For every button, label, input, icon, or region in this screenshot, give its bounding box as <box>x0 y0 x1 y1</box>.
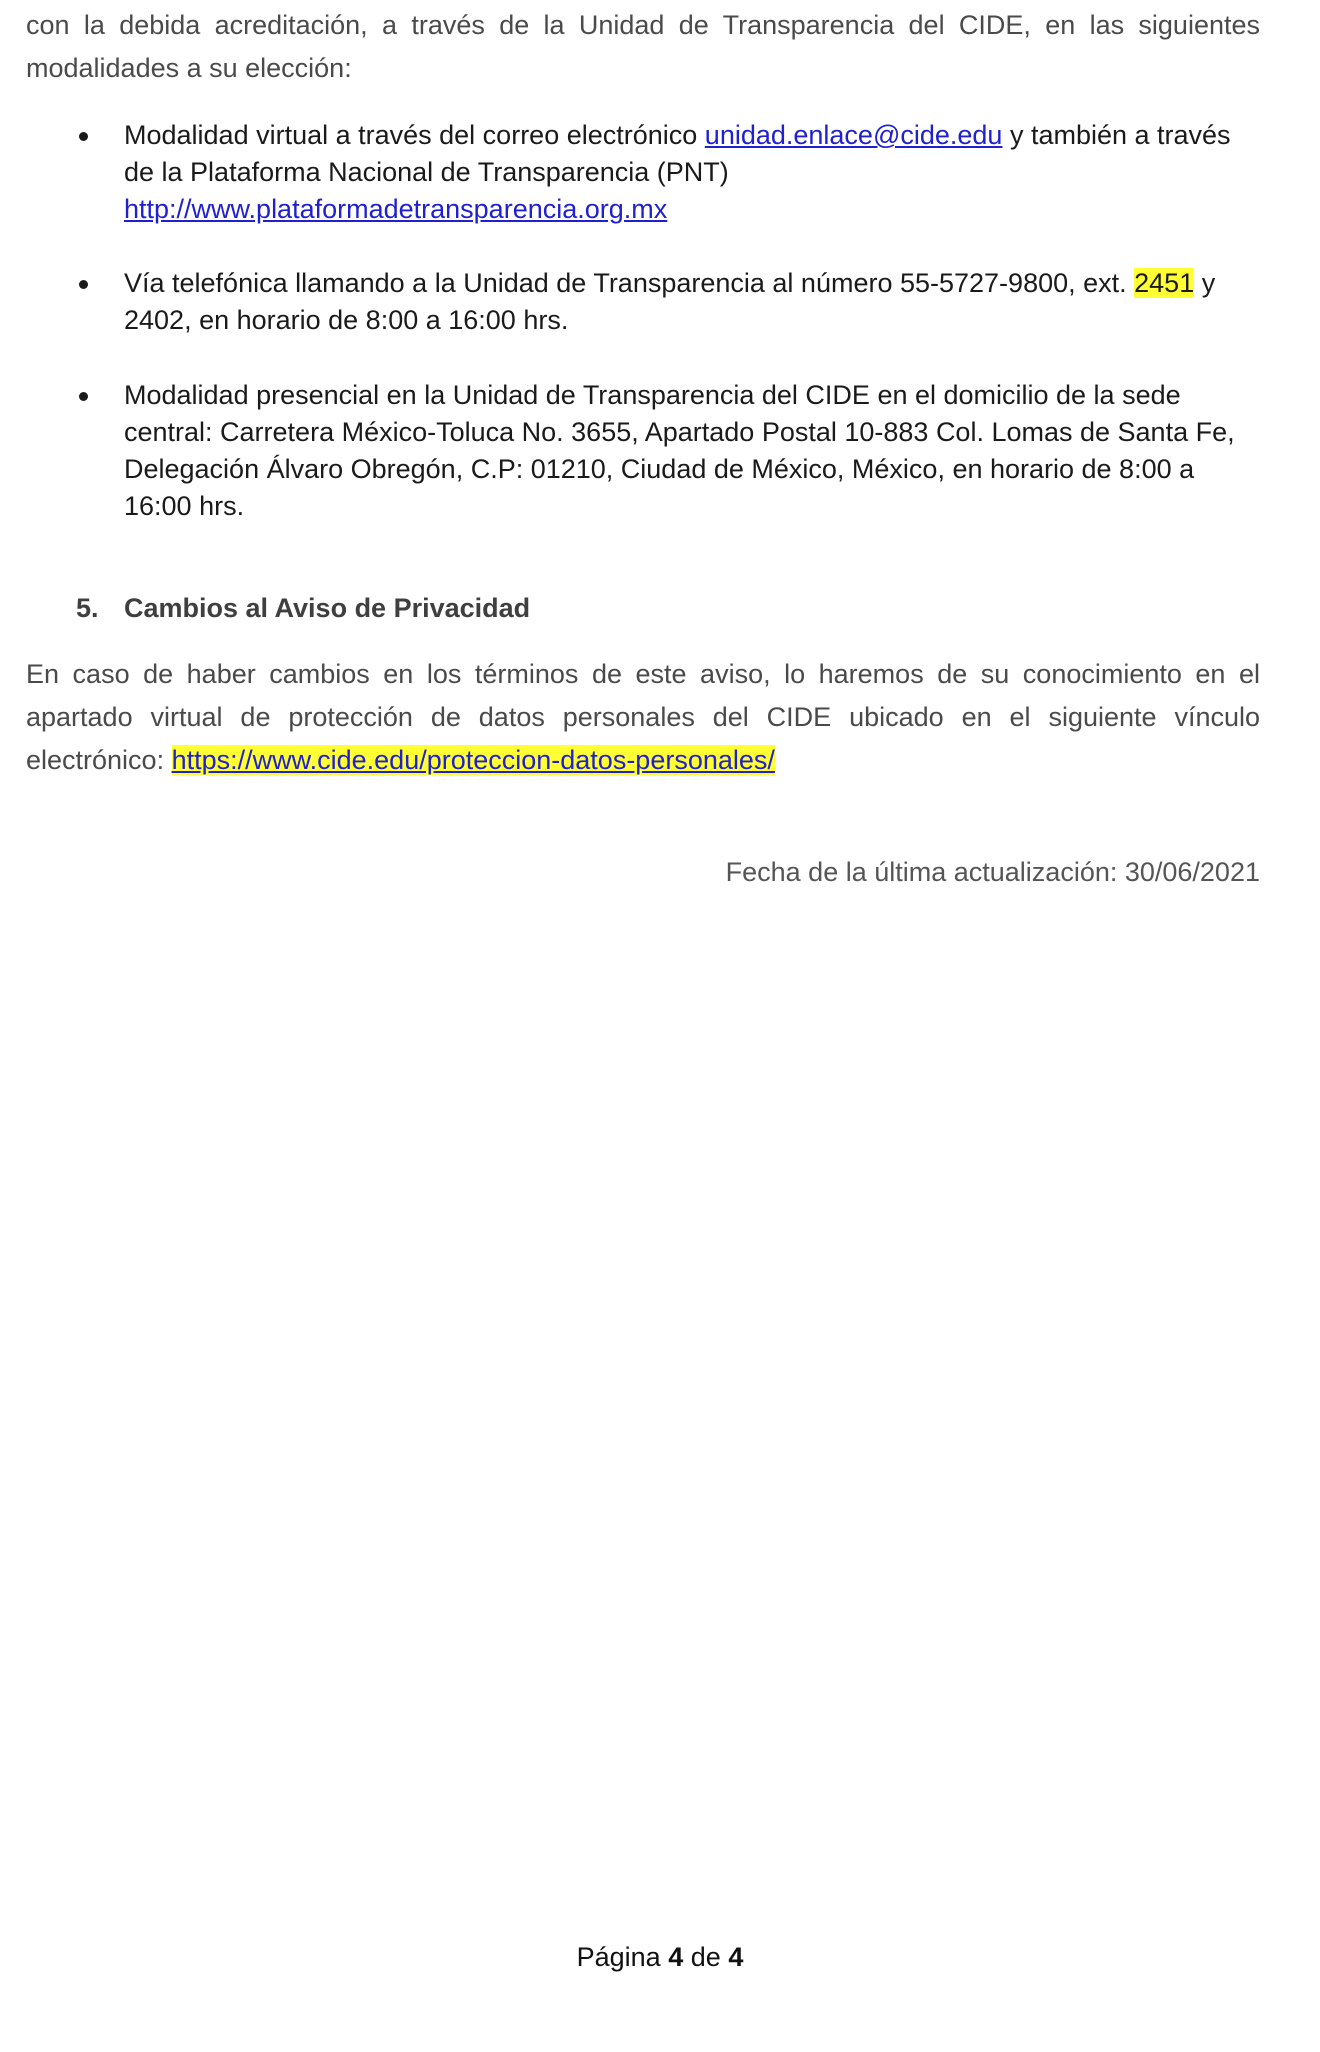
total-pages-number: 4 <box>728 1942 744 1972</box>
bullet-text: y también a través de la Plataforma Nacional de Transparencia (PNT) <box>124 120 1231 187</box>
list-item-in-person <box>124 377 1260 525</box>
section-title: Cambios al Aviso de Privacidad <box>124 593 531 623</box>
list-item-virtual <box>124 117 1260 228</box>
section-number: 5. <box>76 593 99 623</box>
bullet-dot-icon <box>79 280 88 289</box>
bullet-dot-icon <box>79 392 88 401</box>
bullet-text: Vía telefónica llamando a la Unidad de Transparencia al número 55-5727-9800, ext. <box>124 268 1135 298</box>
section-heading <box>76 588 530 628</box>
highlighted-extension: 2451 <box>1134 268 1195 298</box>
bullet-text: Modalidad presencial en la Unidad de Transparencia del CIDE en el domicilio de la sede central: Carretera México-Toluca No. 3655, Apartado Postal 10-883 Col. Lomas de Santa Fe, Delegación Álvaro Obregón, C.P: 01210, Ciudad de México, México, en horario de 8:00 a 16:00 hrs. <box>124 380 1235 521</box>
current-page-number: 4 <box>668 1942 684 1972</box>
intro-paragraph <box>26 4 1260 90</box>
intro-line-1: con la debida acreditación, a través de la Unidad de Transparencia del CIDE, en las siguientes <box>26 10 1260 40</box>
bullet-text: Modalidad virtual a través del correo electrónico <box>124 120 705 150</box>
changes-text: En caso de haber cambios en los términos de este aviso, lo haremos de su conocimiento en el apartado virtual de protección de datos personales del CIDE ubicado en el siguiente vínculo electrónico: <box>26 659 1260 775</box>
bullet-text: y 2402, en horario de 8:00 a 16:00 hrs. <box>124 268 1216 335</box>
intro-line-2: modalidades a su elección: <box>26 53 352 83</box>
bullet-dot-icon <box>79 132 88 141</box>
last-update-date: Fecha de la última actualización: 30/06/2021 <box>725 857 1260 887</box>
privacy-link[interactable]: https://www.cide.edu/proteccion-datos-personales/ <box>171 745 775 775</box>
email-link[interactable]: unidad.enlace@cide.edu <box>704 120 1003 150</box>
pnt-link[interactable]: http://www.plataformadetransparencia.org.mx <box>124 194 668 224</box>
changes-paragraph <box>26 653 1260 782</box>
page-word: Página <box>576 1942 661 1972</box>
of-word: de <box>690 1942 721 1972</box>
list-item-phone <box>124 265 1260 339</box>
page-footer <box>0 1937 1320 1977</box>
